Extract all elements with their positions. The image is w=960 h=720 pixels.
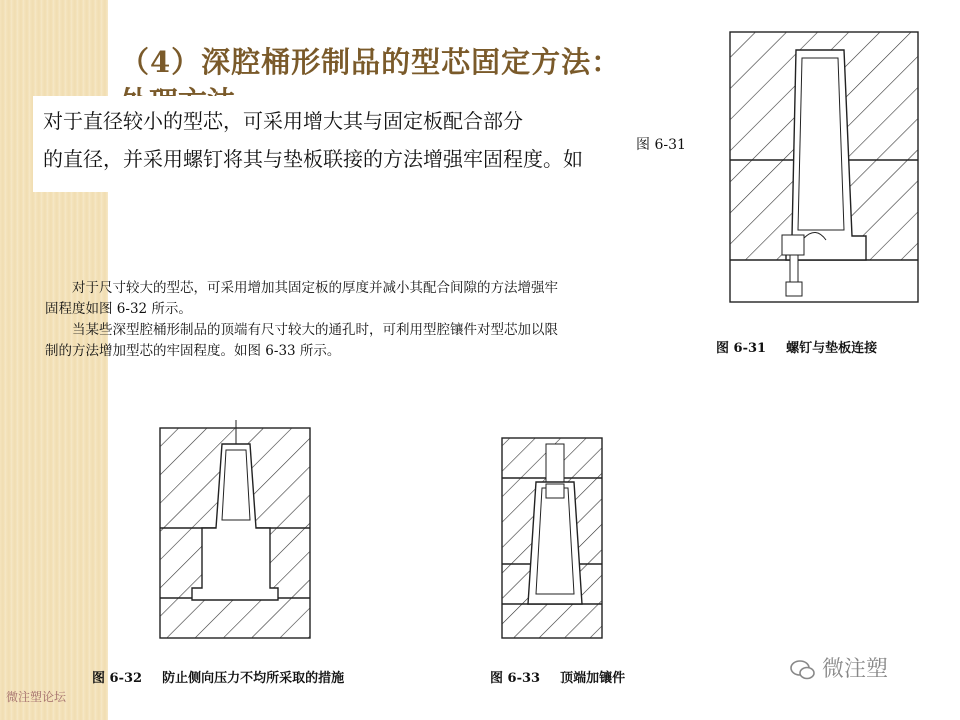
body-line-3: 当某些深型腔桶形制品的顶端有尺寸较大的通孔时，可利用型腔镶件对型芯加以限 — [72, 322, 558, 338]
watermark-text: 微注塑 — [822, 657, 889, 682]
body-line-2: 固程度如图 6-32 所示。 — [45, 301, 192, 317]
figure-6-31-title: 螺钉与垫板连接 — [786, 341, 878, 356]
body-paragraphs — [45, 278, 705, 362]
page-title: （4）深腔桶形制品的型芯固定方法： — [120, 45, 622, 79]
figure-6-33-caption — [490, 667, 645, 686]
figure-6-32-title: 防止侧向压力不均所采取的措施 — [162, 671, 345, 686]
intro-line-2: 的直径，并采用螺钉将其与垫板联接的方法增强牢固程度。如 — [43, 147, 583, 171]
figure-6-33-title: 顶端加镶件 — [560, 671, 626, 686]
figure-6-31-drawing — [726, 30, 922, 306]
body-line-1: 对于尺寸较大的型芯，可采用增加其固定板的厚度并减小其配合间隙的方法增强牢 — [72, 280, 558, 296]
watermark-wechat — [790, 652, 888, 683]
figure-6-31-id: 图 6-31 — [716, 341, 767, 356]
figure-6-32-id: 图 6-32 — [92, 671, 143, 686]
intro-figure-ref: 图 6-31 — [636, 137, 686, 153]
watermark-forum: 微注塑论坛 — [6, 690, 67, 704]
figure-6-33-drawing — [498, 424, 610, 650]
intro-line-1: 对于直径较小的型芯，可采用增大其与固定板配合部分 — [43, 109, 523, 133]
title-overflow-text — [120, 80, 240, 96]
wechat-icon — [790, 659, 816, 681]
figure-6-32-caption — [92, 667, 364, 686]
intro-text-box — [33, 96, 613, 192]
figure-6-31-caption — [716, 337, 897, 356]
body-line-4: 制的方法增加型芯的牢固程度。如图 6-33 所示。 — [45, 343, 341, 359]
figure-6-32-drawing — [158, 420, 322, 650]
figure-6-33-id: 图 6-33 — [490, 671, 541, 686]
